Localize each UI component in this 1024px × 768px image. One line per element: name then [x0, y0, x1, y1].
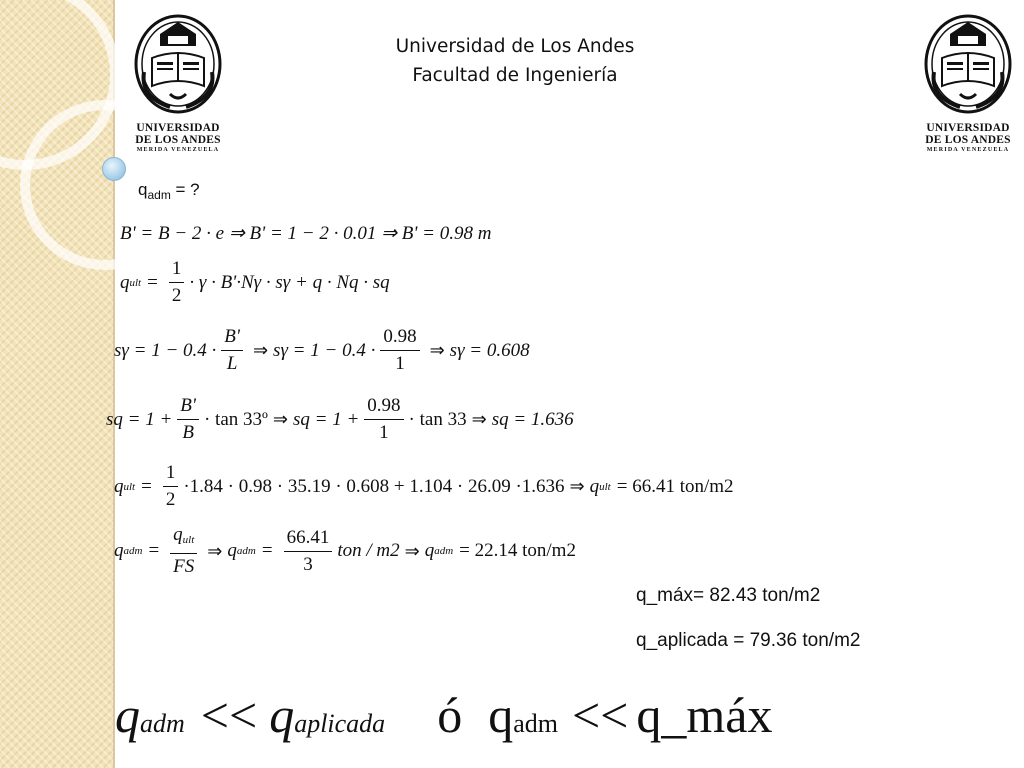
question-label — [138, 180, 200, 202]
eq5-lhs: q — [114, 475, 124, 497]
question-rest: = ? — [170, 180, 200, 199]
logo-name-line2: DE LOS ANDES — [135, 134, 221, 146]
conclusion-op2: << — [571, 687, 629, 743]
eq2-rest: · γ · B'·Nγ · sγ + q · Nq · sq — [189, 271, 390, 293]
eq6-fraction-1 — [170, 524, 197, 578]
eq6-q3-sub: adm — [434, 545, 454, 557]
eq5-res-q: q — [589, 475, 600, 497]
eq3-part-c: sγ = 0.608 — [449, 339, 530, 361]
eq2-num: 1 — [169, 258, 185, 283]
eq3-part-b: sγ = 1 − 0.4 · — [273, 339, 376, 361]
logo-place: MERIDA VENEZUELA — [136, 147, 220, 153]
eq6-result: = 22.14 ton/m2 — [459, 540, 576, 561]
eq6-lhs: q — [114, 540, 124, 561]
eq6-f1-num — [170, 524, 197, 554]
eq6-unit: ton / m2 — [337, 540, 400, 561]
university-logo-left — [130, 12, 226, 152]
conclusion-q1-sub: adm — [140, 709, 185, 738]
header-university: Universidad de Los Andes — [395, 36, 635, 57]
eq4-part-b: · tan 33º — [203, 408, 268, 430]
eq5-lhs-sub: ult — [123, 480, 136, 493]
eq6-q2-sub: adm — [236, 545, 256, 557]
eq5-num: 1 — [163, 462, 179, 487]
eq2-fraction — [169, 258, 185, 307]
eq6-q3: q — [424, 540, 435, 561]
crest-icon — [130, 12, 226, 117]
equation-effective-width — [120, 222, 491, 245]
equation-qadm-value: q adm = $\frac{q_{ult}}{FS}$ ⇒ q adm = $\frac{66.41}{3}$ ton / m2 ⇒ q adm = 22.14 ton/m2 — [114, 524, 576, 577]
implies-arrow-icon: ⇒ — [207, 540, 223, 562]
eq3-f2-den: 1 — [395, 353, 405, 374]
eq2-lhs-sub: ult — [129, 276, 142, 289]
eq4-f2-num: 0.98 — [364, 395, 403, 420]
qapplied-result: q_aplicada = 79.36 ton/m2 — [636, 630, 861, 651]
conclusion-q1: q — [115, 687, 140, 743]
eq4-fraction-2 — [364, 395, 403, 444]
equation-qult-value: q ult = $\frac{1}{2}$ ·1.84 · 0.98 · 35.19 · 0.608 + 1.104 · 26.09 ·1.636 ⇒ q ult = 66.41 ton/m2 — [114, 462, 734, 510]
equation-sq — [106, 395, 574, 444]
eq6-f2-den: 3 — [303, 553, 313, 575]
eq6-fraction-2 — [284, 527, 333, 576]
university-logo-right — [920, 12, 1016, 152]
eq3-part-a: sγ = 1 − 0.4 · — [114, 339, 217, 361]
eq5-den: 2 — [165, 489, 176, 510]
eq6-f1-num-q: q — [173, 524, 183, 545]
qmax-result: q_máx= 82.43 ton/m2 — [636, 585, 821, 606]
eq6-f1-num-sub: ult — [182, 534, 195, 546]
question-sub: adm — [147, 188, 171, 202]
logo-name-line1: UNIVERSIDAD — [136, 122, 220, 134]
eq5-res-sub: ult — [599, 480, 611, 493]
eq5-fraction — [163, 462, 179, 511]
eq6-f1-den: FS — [173, 556, 195, 577]
eq4-f1-num: B' — [177, 395, 199, 420]
implies-arrow-icon: ⇒ — [272, 409, 288, 430]
conclusion-q2-sub: aplicada — [294, 709, 386, 738]
eq3-fraction-1 — [221, 326, 243, 375]
implies-arrow-icon: ⇒ — [404, 540, 420, 562]
eq3-f1-den: L — [226, 353, 238, 374]
equation-s-gamma — [114, 326, 530, 375]
conclusion-op1: << — [200, 687, 258, 743]
implies-arrow-icon: ⇒ — [252, 340, 269, 361]
eq3-fraction-2 — [380, 326, 419, 375]
decorative-bullet — [102, 157, 126, 181]
conclusion-inequality — [115, 686, 772, 744]
eq4-part-e: sq = 1.636 — [491, 408, 574, 430]
eq3-f2-num: 0.98 — [380, 326, 419, 351]
conclusion-q3: q — [488, 687, 514, 743]
eq4-f1-den: B — [182, 422, 194, 443]
implies-arrow-icon: ⇒ — [471, 409, 487, 430]
eq4-fraction-1 — [177, 395, 199, 444]
crest-icon — [920, 12, 1016, 117]
eq2-lhs: q — [120, 271, 130, 293]
conclusion-or: ó — [437, 687, 463, 743]
conclusion-q3-sub: adm — [513, 709, 558, 738]
conclusion-q4: q_máx — [636, 687, 773, 743]
conclusion-q2: q — [269, 687, 295, 743]
eq4-f2-den: 1 — [379, 422, 389, 443]
eq5-rest: ·1.84 · 0.98 · 35.19 · 0.608 + 1.104 · 26.09 ·1.636 — [183, 475, 565, 497]
eq6-lhs-sub: adm — [123, 545, 143, 557]
eq6-f2-num: 66.41 — [284, 527, 333, 552]
logo-place: MERIDA VENEZUELA — [926, 147, 1010, 153]
logo-name-line1: UNIVERSIDAD — [926, 122, 1010, 134]
slide-header — [300, 32, 730, 90]
logo-name-line2: DE LOS ANDES — [925, 134, 1011, 146]
implies-arrow-icon: ⇒ — [429, 340, 445, 361]
implies-arrow-icon: ⇒ — [569, 476, 585, 497]
header-faculty: Facultad de Ingeniería — [412, 65, 618, 86]
equation-qult-formula: q ult = $\frac{1}{2}$ · γ · B'·Nγ · sγ + q · Nq · sq — [120, 258, 390, 306]
eq3-f1-num: B' — [221, 326, 243, 351]
question-q: q — [138, 180, 148, 199]
eq4-part-c: sq = 1 + — [293, 408, 360, 430]
eq5-result: = 66.41 ton/m2 — [616, 475, 734, 497]
eq6-q2: q — [227, 540, 237, 561]
eq4-part-d: · tan 33 — [408, 408, 467, 430]
eq2-den: 2 — [171, 285, 182, 306]
eq4-part-a: sq = 1 + — [106, 408, 173, 430]
eq1-text: B' = B − 2 · e ⇒ B' = 1 − 2 · 0.01 ⇒ B' = 0.98 m — [120, 223, 492, 244]
